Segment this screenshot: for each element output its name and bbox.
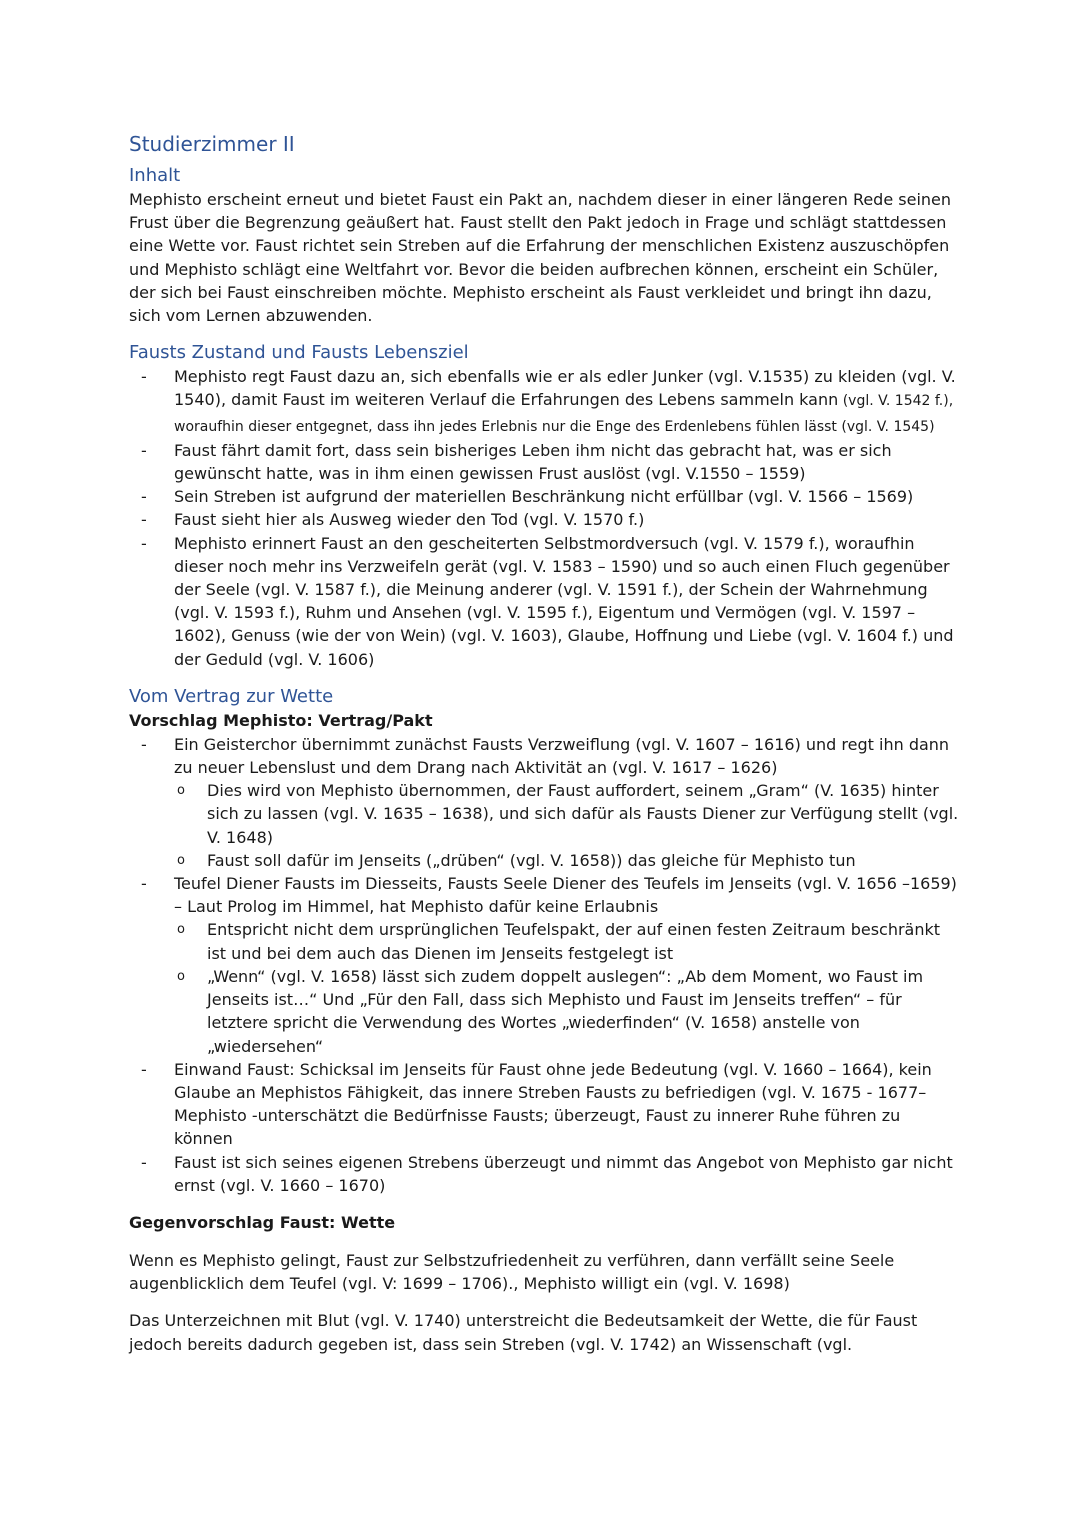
sub-list-item: o Faust soll dafür im Jenseits („drüben“ (vgl. V. 1658)) das gleiche für Mephisto tun [129,849,959,872]
subheading-gegenvorschlag: Gegenvorschlag Faust: Wette [129,1212,396,1232]
document-title: Studierzimmer II [129,132,295,156]
sub-list-item: o Entspricht nicht dem ursprünglichen Teufelspakt, der auf einen festen Zeitraum beschränkt ist und bei dem auch das Dienen im Jenseits festgelegt ist [129,918,959,964]
list-item: - Ein Geisterchor übernimmt zunächst Fausts Verzweiflung (vgl. V. 1607 – 1616) und regt ihn dann zu neuer Lebenslust und dem Drang nach Aktivität an (vgl. V. 1617 – 1626) o Dies wird von Mephisto übernommen, der Faust auffordert, seinem „Gram“ (V. 1635) hinter sich zu lassen (vgl. V. 1635 – 1638), und sich dafür als Fausts Diener zur Verfügung stellt (vgl. V. 1648) o Faust soll dafür im Jenseits („drüben“ (vgl. V. 1658)) das gleiche für Mephisto tun [129,733,959,872]
list-item: - Einwand Faust: Schicksal im Jenseits für Faust ohne jede Bedeutung (vgl. V. 1660 – 1664), kein Glaube an Mephistos Fähigkeit, das innere Streben Fausts zu befriedigen (vgl. V. 1675 - 1677– Mephisto -unterschätzt die Bedürfnisse Fausts; überzeugt, Faust zu innerer Ruhe führen zu können [129,1058,959,1151]
subheading-vorschlag: Vorschlag Mephisto: Vertrag/Pakt [129,710,433,730]
list-item: - Mephisto erinnert Faust an den gescheiterten Selbstmordversuch (vgl. V. 1579 f.), woraufhin dieser noch mehr ins Verzweifeln gerät (vgl. V. 1583 – 1590) und so auch einen Fluch gegenüber der Seele (vgl. V. 1587 f.), die Meinung anderer (vgl. V. 1591 f.), der Schein der Wahrnehmung (vgl. V. 1593 f.), Ruhm und Ansehen (vgl. V. 1595 f.), Eigentum und Vermögen (vgl. V. 1597 – 1602), Genuss (wie der von Wein) (vgl. V. 1603), Glaube, Hoffnung und Liebe (vgl. V. 1604 f.) und der Geduld (vgl. V. 1606) [129,532,959,671]
wette-paragraph: Wenn es Mephisto gelingt, Faust zur Selbstzufriedenheit zu verführen, dann verfällt seine Seele augenblicklich dem Teufel (vgl. V: 1699 – 1706)., Mephisto willigt ein (vgl. V. 1698) [129,1250,895,1294]
wette-paragraph: Das Unterzeichnen mit Blut (vgl. V. 1740) unterstreicht die Bedeutsamkeit der Wette, die für Faust jedoch bereits dadurch gegeben ist, dass sein Streben (vgl. V. 1742) an Wissenschaft (vgl. [129,1311,918,1354]
sub-list [174,779,959,872]
vertrag-list [129,733,959,1197]
section-heading-inhalt: Inhalt [129,165,181,186]
list-item: - Mephisto regt Faust dazu an, sich ebenfalls wie er als edler Junker (vgl. V.1535) zu kleiden (vgl. V. 1540), damit Faust im weiteren Verlauf die Erfahrungen des Lebens sammeln kann (vgl. V. 1542 f.), woraufhin dieser entgegnet, dass ihn jedes Erlebnis nur die Enge des Erdenlebens fühlen lässt (vgl. V. 1545) [129,365,959,439]
list-item: - Faust ist sich seines eigenen Strebens überzeugt und nimmt das Angebot von Mephisto gar nicht ernst (vgl. V. 1660 – 1670) [129,1151,959,1197]
zustand-list [129,365,959,671]
sub-list-item: o „Wenn“ (vgl. V. 1658) lässt sich zudem doppelt auslegen“: „Ab dem Moment, wo Faust im Jenseits ist…“ Und „Für den Fall, dass sich Mephisto und Faust im Jenseits treffen“ – für letztere spricht die Verwendung des Wortes „wiederfinden“ (V. 1658) anstelle von „wiedersehen“ [129,965,959,1058]
list-item: - Sein Streben ist aufgrund der materiellen Beschränkung nicht erfüllbar (vgl. V. 1566 – 1569) [129,485,959,508]
list-item: - Faust sieht hier als Ausweg wieder den Tod (vgl. V. 1570 f.) [129,508,959,531]
sub-list [174,918,959,1057]
list-item: - Faust fährt damit fort, dass sein bisheriges Leben ihm nicht das gebracht hat, was er sich gewünscht hatte, was in ihm einen gewissen Frust auslöst (vgl. V.1550 – 1559) [129,439,959,485]
list-item: - Teufel Diener Fausts im Diesseits, Fausts Seele Diener des Teufels im Jenseits (vgl. V. 1656 –1659) – Laut Prolog im Himmel, hat Mephisto dafür keine Erlaubnis o Entspricht nicht dem ursprünglichen Teufelspakt, der auf einen festen Zeitraum beschränkt ist und bei dem auch das Dienen im Jenseits festgelegt ist o „Wenn“ (vgl. V. 1658) lässt sich zudem doppelt auslegen“: „Ab dem Moment, wo Faust im Jenseits ist…“ Und „Für den Fall, dass sich Mephisto und Faust im Jenseits treffen“ – für letztere spricht die Verwendung des Wortes „wiederfinden“ (V. 1658) anstelle von „wiedersehen“ [129,872,959,1058]
sub-list-item: o Dies wird von Mephisto übernommen, der Faust auffordert, seinem „Gram“ (V. 1635) hinter sich zu lassen (vgl. V. 1635 – 1638), und sich dafür als Fausts Diener zur Verfügung stellt (vgl. V. 1648) [129,779,959,849]
document-page [129,130,959,1356]
section-heading-vertrag: Vom Vertrag zur Wette [129,685,334,707]
inhalt-paragraph: Mephisto erscheint erneut und bietet Faust ein Pakt an, nachdem dieser in einer längeren Rede seinen Frust über die Begrenzung geäußert hat. Faust stellt den Pakt jedoch in Frage und schlägt stattdessen eine Wette vor. Faust richtet sein Streben auf die Erfahrung der menschlichen Existenz auszuschöpfen und Mephisto schlägt eine Weltfahrt vor. Bevor die beiden aufbrechen können, erscheint ein Schüler, der sich bei Faust einschreiben möchte. Mephisto erscheint als Faust verkleidet und bringt ihn dazu, sich vom Lernen abzuwenden. [129,190,952,326]
section-heading-zustand: Fausts Zustand und Fausts Lebensziel [129,342,469,364]
